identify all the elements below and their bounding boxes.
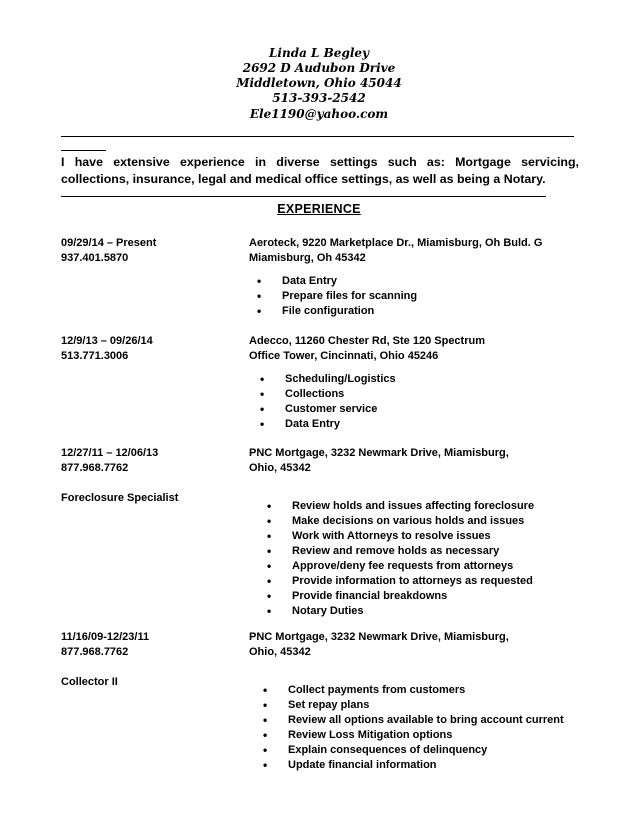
header-divider <box>61 136 574 137</box>
duty-item: • Review Loss Mitigation options <box>288 728 564 743</box>
duty-item: • File configuration <box>282 304 417 319</box>
employer-line-2: Ohio, 45342 <box>249 646 311 658</box>
duties-list <box>288 683 564 773</box>
duty-item: • Scheduling/Logistics <box>285 372 396 387</box>
duty-item: • Data Entry <box>282 274 417 289</box>
address-line-1: 2692 D Audubon Drive <box>242 61 396 75</box>
employer-line-1: PNC Mortgage, 3232 Newmark Drive, Miamisburg, <box>249 447 509 459</box>
experience-heading: EXPERIENCE <box>277 202 361 216</box>
job-dates: 11/16/09-12/23/11 <box>61 631 150 643</box>
phone-number: 513-393-2542 <box>272 91 366 105</box>
duty-item: • Provide financial breakdowns <box>292 589 534 604</box>
duty-item: • Notary Duties <box>292 604 534 619</box>
job-phone: 937.401.5870 <box>61 252 129 264</box>
employer-line-2: Miamisburg, Oh 45342 <box>249 252 366 264</box>
duty-item: • Set repay plans <box>288 698 564 713</box>
employer-line-1: Adecco, 11260 Chester Rd, Ste 120 Spectrum <box>249 335 485 347</box>
duty-item: • Review all options available to bring account current <box>288 713 564 728</box>
employer-line-2: Office Tower, Cincinnati, Ohio 45246 <box>249 350 439 362</box>
summary-statement: I have extensive experience in diverse settings such as: Mortgage servicing, collections, insurance, legal and medical office settings, as well as being a Notary. <box>61 155 579 186</box>
duties-list <box>292 499 534 619</box>
duties-list <box>282 274 417 319</box>
duty-item: • Work with Attorneys to resolve issues <box>292 529 534 544</box>
duty-item: • Data Entry <box>285 417 396 432</box>
duties-list <box>285 372 396 432</box>
duty-item: • Approve/deny fee requests from attorneys <box>292 559 534 574</box>
duty-item: • Collections <box>285 387 396 402</box>
duty-item: • Review and remove holds as necessary <box>292 544 534 559</box>
employer-line-1: PNC Mortgage, 3232 Newmark Drive, Miamisburg, <box>249 631 509 643</box>
job-title: Foreclosure Specialist <box>61 492 179 504</box>
duty-item: • Collect payments from customers <box>288 683 564 698</box>
job-phone: 513.771.3006 <box>61 350 129 362</box>
job-dates: 09/29/14 – Present <box>61 237 157 249</box>
summary-divider <box>61 196 546 197</box>
duty-item: • Review holds and issues affecting foreclosure <box>292 499 534 514</box>
duty-item: • Provide information to attorneys as requested <box>292 574 534 589</box>
applicant-name: Linda L Begley <box>268 46 369 60</box>
job-phone: 877.968.7762 <box>61 462 129 474</box>
employer-line-1: Aeroteck, 9220 Marketplace Dr., Miamisburg, Oh Buld. G <box>249 237 543 249</box>
employer-line-2: Ohio, 45342 <box>249 462 311 474</box>
job-dates: 12/27/11 – 12/06/13 <box>61 447 159 459</box>
duty-item: • Make decisions on various holds and issues <box>292 514 534 529</box>
email-address[interactable]: Ele1190@yahoo.com <box>249 107 389 121</box>
duty-item: • Customer service <box>285 402 396 417</box>
job-title: Collector II <box>61 676 118 688</box>
address-line-2: Middletown, Ohio 45044 <box>236 76 402 90</box>
job-dates: 12/9/13 – 09/26/14 <box>61 335 153 347</box>
job-phone: 877.968.7762 <box>61 646 129 658</box>
duty-item: • Update financial information <box>288 758 564 773</box>
duty-item: • Prepare files for scanning <box>282 289 417 304</box>
header-divider-tail <box>61 150 106 151</box>
duty-item: • Explain consequences of delinquency <box>288 743 564 758</box>
